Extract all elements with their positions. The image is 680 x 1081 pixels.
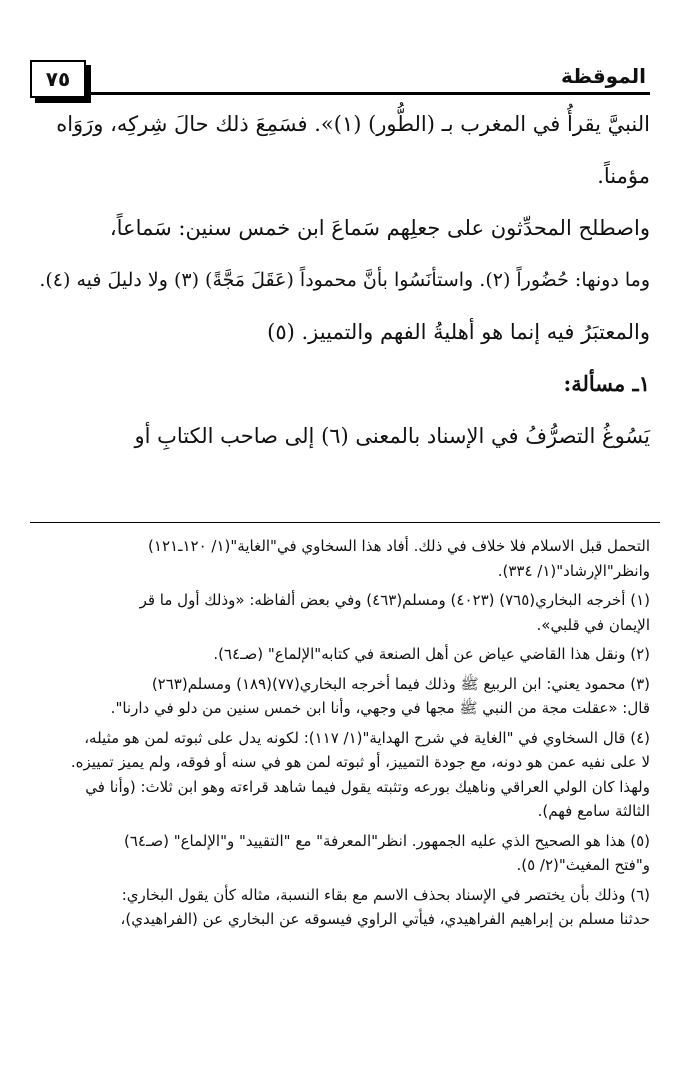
main-line-2: مؤمناً. bbox=[597, 164, 650, 188]
footnote-2: (٢) ونقل هذا القاضي عياض عن أهل الصنعة في كتابه"الإلماع" (صـ٦٤). bbox=[213, 645, 650, 663]
page-number: ٧٥ bbox=[30, 60, 86, 98]
footnote-line: لا على نفيه عمن هو دونه، مع جودة التمييز، أو ثبوته لمن هو في سنه أو فوقه، ولم يميز تمييزه. bbox=[70, 753, 650, 771]
footnote-separator bbox=[30, 522, 660, 523]
footnote-line: قال: «عقلت مجة من النبي ﷺ مجها في وجهي، وأنا ابن خمس سنين من دلو في دارنا". bbox=[110, 699, 650, 717]
footnote-1: (١) أخرجه البخاري(٧٦٥) (٤٠٢٣) ومسلم(٤٦٣) وفي بعض ألفاظه: «وذلك أول ما قر bbox=[139, 591, 650, 609]
footnote-line: الثالثة سامع فهم). bbox=[537, 802, 650, 820]
main-line-1: النبيَّ يقرأُ في المغرب بـ (الطُّور) (١)». فسَمِعَ ذلك حالَ شِركِه، ورَوَاه bbox=[56, 112, 650, 136]
footnote-line: وانظر"الإرشاد"(١/ ٣٣٤). bbox=[497, 561, 650, 580]
footnote-5: (٥) هذا هو الصحيح الذي عليه الجمهور. انظر"المعرفة" مع "التقييد" و"الإلماع" (صـ٦٤) bbox=[123, 831, 650, 850]
footnotes bbox=[28, 534, 650, 932]
footnote-line: الإيمان في قلبي». bbox=[536, 615, 650, 634]
footnote-6: (٦) وذلك بأن يختصر في الإسناد بحذف الاسم مع بقاء النسبة، مثاله كأن يقول البخاري: bbox=[121, 885, 650, 904]
footnote-3: (٣) محمود يعني: ابن الربيع ﷺ وذلك فيما أخرجه البخاري(٧٧)(١٨٩) ومسلم(٢٦٣) bbox=[151, 674, 650, 693]
main-line-5: والمعتبَرُ فيه إنما هو أهليةُ الفهم والتمييز. (٥) bbox=[267, 320, 650, 344]
section-heading: ١ـ مسألة: bbox=[563, 371, 650, 396]
main-text bbox=[28, 112, 650, 448]
footnote-line: حدثنا مسلم بن إبراهيم الفراهيدي، فيأتي الراوي فيسوقه عن البخاري عن (الفراهيدي)، bbox=[120, 910, 650, 928]
page-header bbox=[30, 60, 650, 100]
main-line-4: وما دونها: حُضُوراً (٢). واستأنَسُوا بأنَّ محموداً (عَقَلَ مَجَّةً) (٣) ولا دليلَ فيه (٤). bbox=[39, 269, 650, 291]
header-rule bbox=[88, 92, 650, 95]
footnote-4: (٤) قال السخاوي في "الغاية في شرح الهداية"(١/ ١١٧): لكونه يدل على ثبوته لمن هو مثيله، bbox=[84, 728, 650, 747]
main-line-7: يَسُوغُ التصرُّفُ في الإسناد بالمعنى (٦) إلى صاحب الكتابِ أو bbox=[134, 424, 650, 448]
main-line-3: واصطلح المحدِّثون على جعلِهم سَماعَ ابن خمس سنين: سَماعاً، bbox=[109, 216, 650, 240]
footnote-line: التحمل قبل الاسلام فلا خلاف في ذلك. أفاد هذا السخاوي في"الغاية"(١/ ١٢٠ـ١٢١) bbox=[148, 537, 650, 555]
footnote-line: ولهذا كان الولي العراقي وناهيك بورعه وتثبته يقول فيما شاهد قراءته وهو ابن ثلاث: (وأنا في bbox=[85, 777, 650, 796]
footnote-line: و"فتح المغيث"(٢/ ٥). bbox=[516, 856, 650, 874]
running-title: الموقظة bbox=[560, 64, 646, 88]
